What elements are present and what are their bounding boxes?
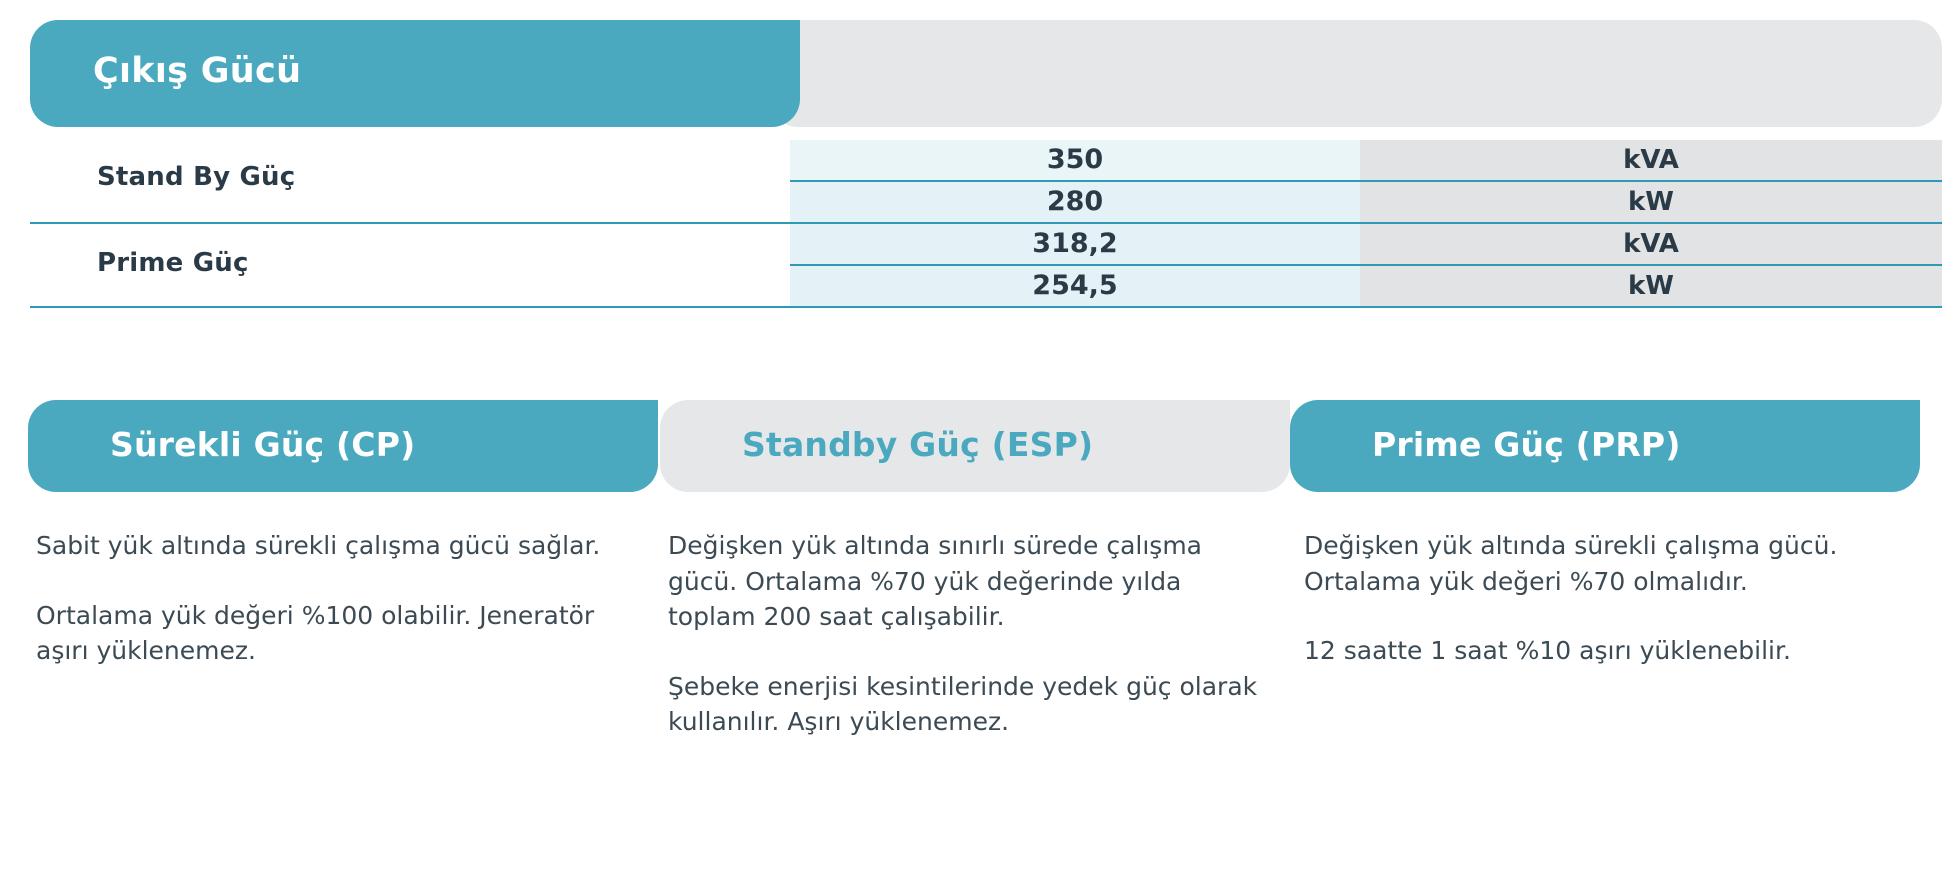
card-paragraph: Sabit yük altında sürekli çalışma gücü sağlar.	[36, 531, 601, 560]
card-header	[28, 400, 658, 492]
table-row	[30, 140, 1942, 180]
power-rating-cards	[0, 400, 1942, 882]
table-row-label-prime: Prime Güç	[97, 248, 249, 278]
card-title: Sürekli Güç (CP)	[110, 425, 416, 464]
card-prime-guc	[1290, 400, 1920, 882]
card-surekli-guc	[28, 400, 658, 882]
table-cell-value: 318,2	[790, 224, 1360, 264]
card-body	[668, 528, 1268, 740]
table-divider	[30, 306, 1942, 308]
card-standby-guc	[660, 400, 1290, 882]
card-paragraph: Değişken yük altında sınırlı sürede çalışma gücü. Ortalama %70 yük değerinde yılda toplam 200 saat çalışabilir.	[668, 531, 1202, 631]
output-power-section	[0, 0, 1942, 330]
table-cell-value: 350	[790, 140, 1360, 180]
table-cell-unit: kVA	[1360, 140, 1942, 180]
table-cell-unit: kVA	[1360, 224, 1942, 264]
table-row	[30, 266, 1942, 306]
card-paragraph: 12 saatte 1 saat %10 aşırı yüklenebilir.	[1304, 636, 1791, 665]
card-header	[1290, 400, 1920, 492]
table-row	[30, 224, 1942, 264]
card-title: Standby Güç (ESP)	[742, 425, 1094, 464]
output-power-header-banner	[30, 20, 800, 127]
card-body	[1304, 528, 1904, 669]
output-power-header-background	[800, 20, 1942, 127]
card-header	[660, 400, 1290, 492]
card-paragraph: Şebeke enerjisi kesintilerinde yedek güç olarak kullanılır. Aşırı yüklenemez.	[668, 671, 1258, 736]
table-cell-value: 254,5	[790, 266, 1360, 306]
output-power-title: Çıkış Gücü	[93, 51, 302, 91]
table-row-label-standby: Stand By Güç	[97, 162, 296, 192]
output-power-table	[30, 140, 1942, 308]
table-cell-unit: kW	[1360, 182, 1942, 222]
card-paragraph: Değişken yük altında sürekli çalışma gücü. Ortalama yük değeri %70 olmalıdır.	[1304, 531, 1838, 596]
output-power-header	[30, 20, 1942, 127]
card-body	[36, 528, 636, 669]
table-cell-unit: kW	[1360, 266, 1942, 306]
table-row	[30, 182, 1942, 222]
table-cell-value: 280	[790, 182, 1360, 222]
card-title: Prime Güç (PRP)	[1372, 425, 1681, 464]
card-paragraph: Ortalama yük değeri %100 olabilir. Jeneratör aşırı yüklenemez.	[36, 600, 595, 665]
